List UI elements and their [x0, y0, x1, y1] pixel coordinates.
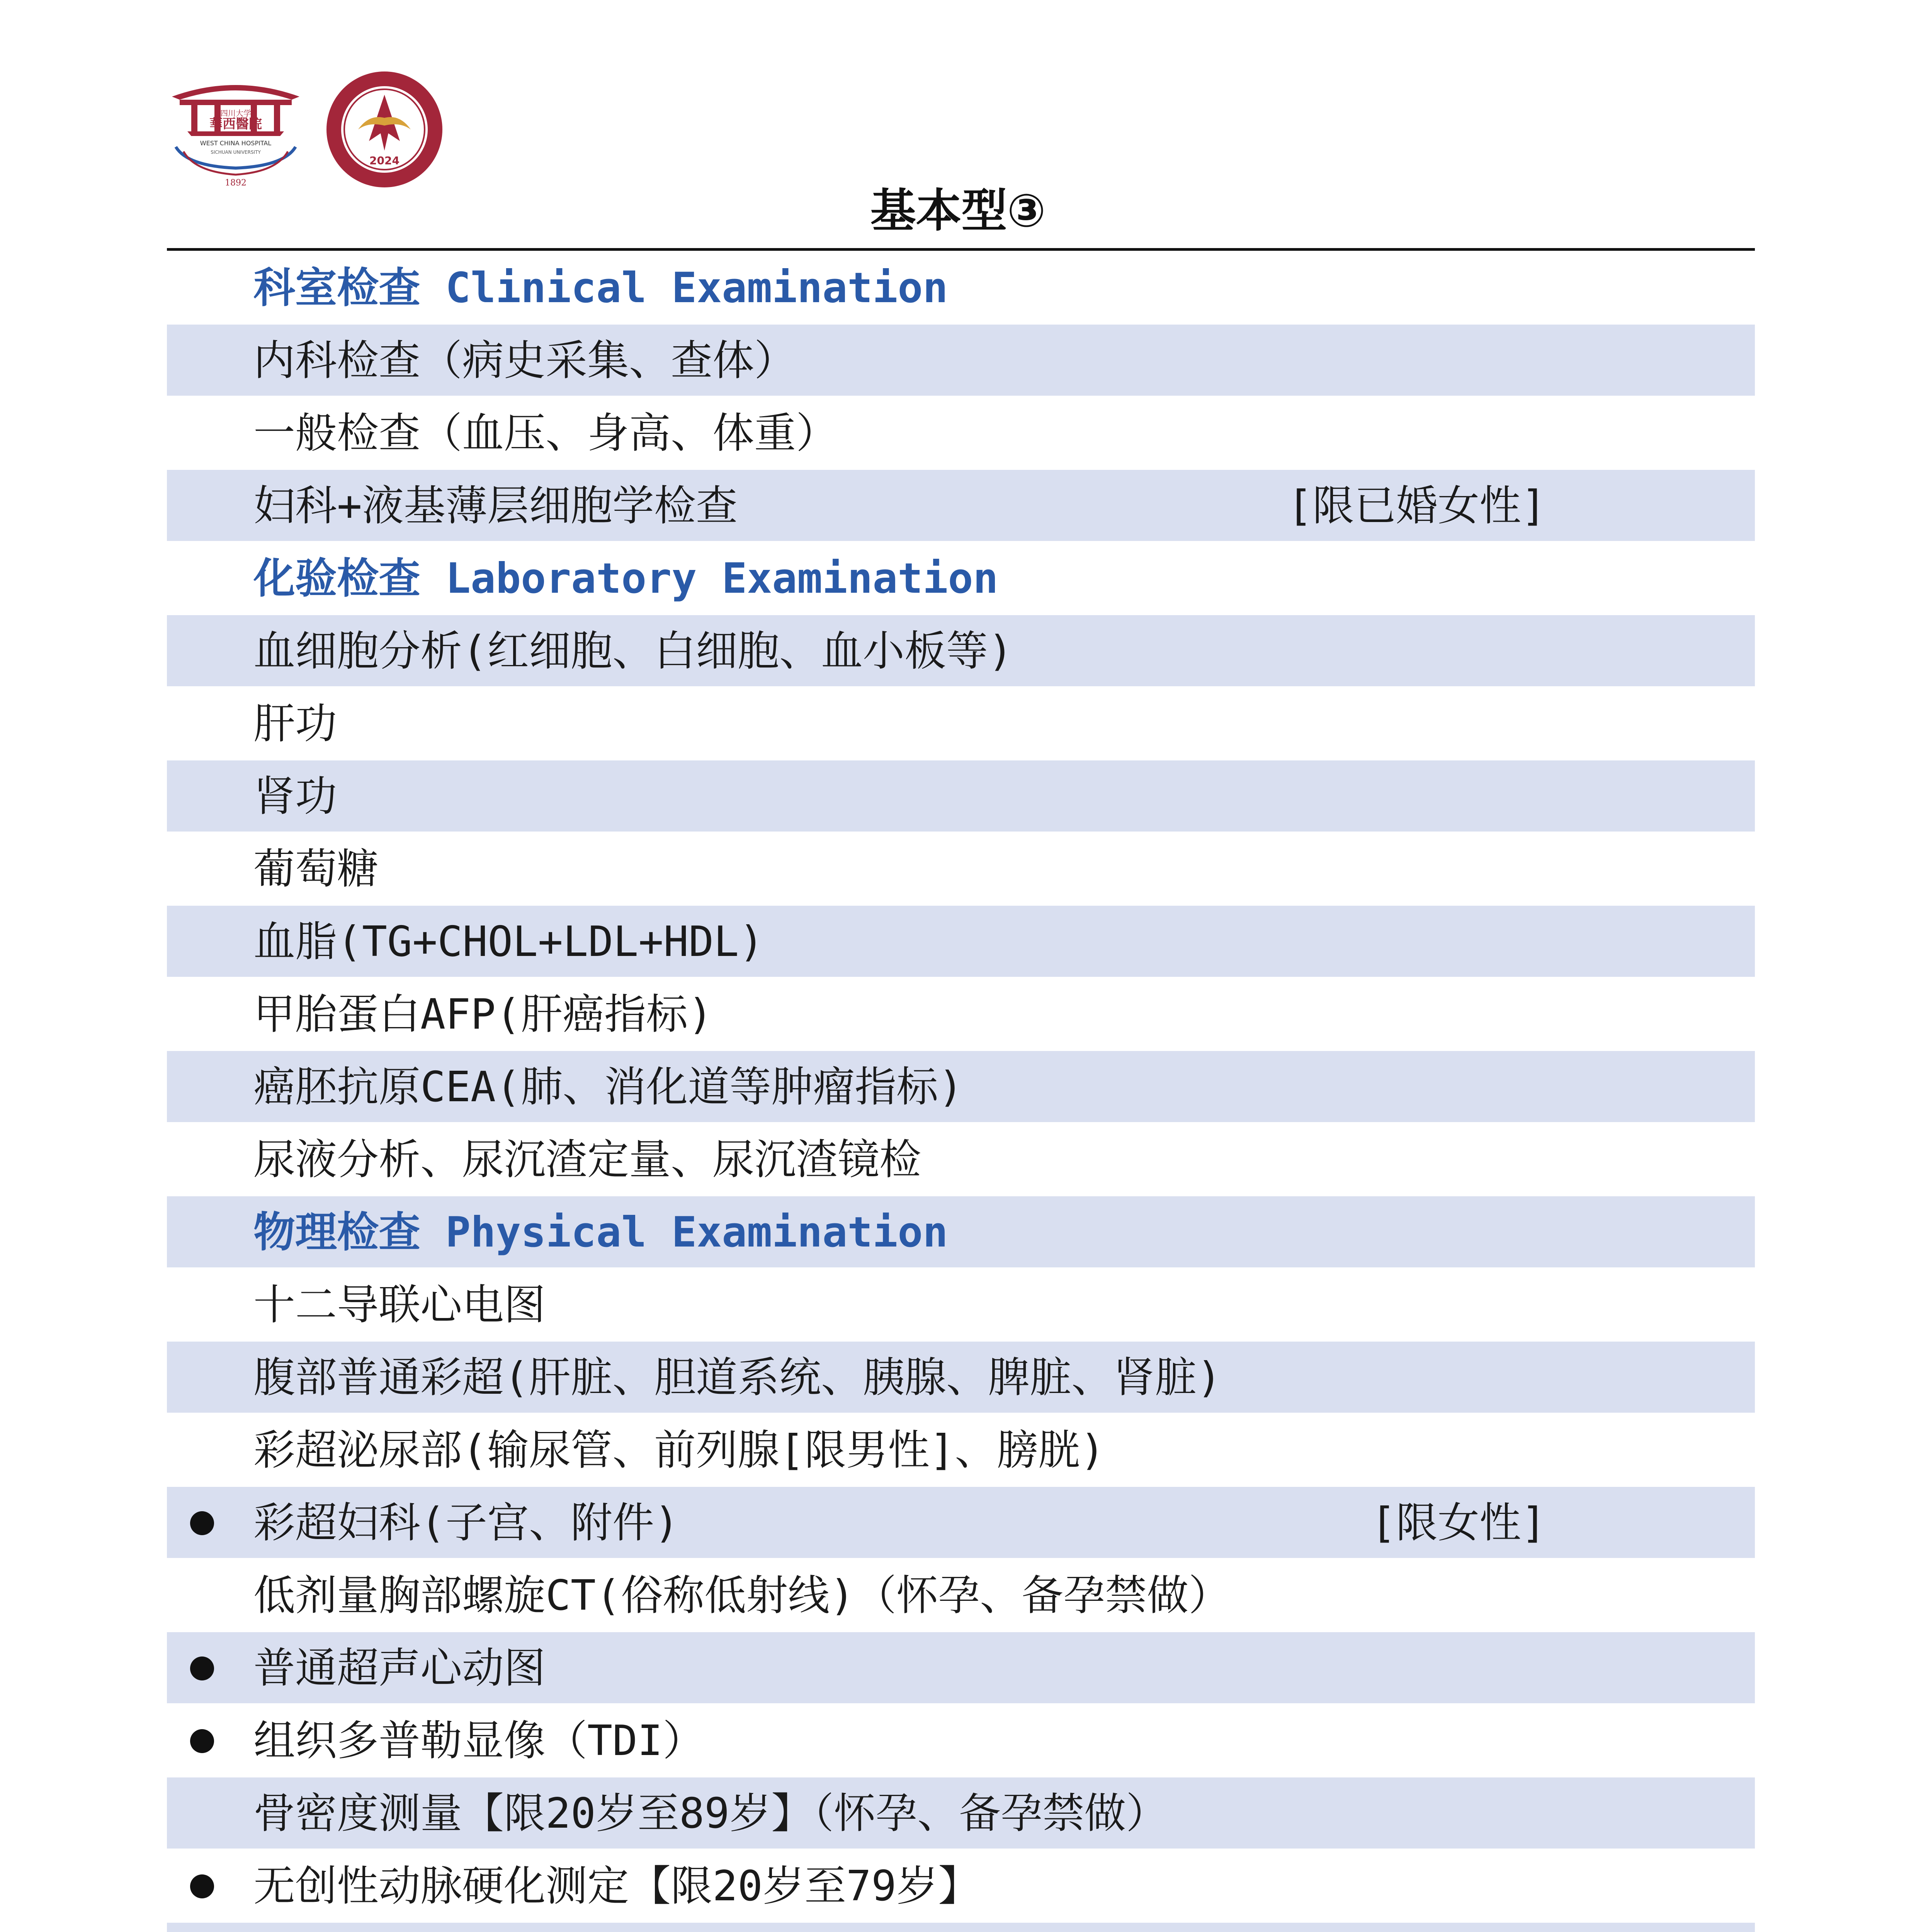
table-row [167, 1414, 1755, 1487]
bullet-icon [190, 1874, 214, 1898]
table-row [167, 1850, 1755, 1923]
item-label: 尿液分析、尿沉渣定量、尿沉渣镜检 [253, 1136, 921, 1184]
table-row [167, 1560, 1755, 1632]
logo2-year: 2024 [369, 154, 400, 167]
table-row [167, 615, 1755, 688]
item-label: 葡萄糖 [253, 845, 379, 893]
item-label: 腹部普通彩超(肝脏、胆道系统、胰腺、脾脏、肾脏) [253, 1354, 1222, 1402]
item-label: 肝功 [253, 700, 337, 748]
item-label: 血脂(TG+CHOL+LDL+HDL) [253, 918, 764, 966]
table-row [167, 1051, 1755, 1124]
table-row [167, 978, 1755, 1051]
sichuan-hospital-health-logo [323, 68, 446, 191]
table-row [167, 470, 1755, 543]
section-title: 化验检查 Laboratory Examination [253, 554, 998, 603]
page-title: 基本型③ [870, 184, 1046, 237]
section-header-row [167, 1196, 1755, 1269]
section-header-row [167, 543, 1755, 615]
header-logos [164, 70, 446, 189]
west-china-hospital-logo [164, 70, 307, 189]
item-label: 低剂量胸部螺旋CT(俗称低射线)（怀孕、备孕禁做） [253, 1571, 1231, 1620]
item-label: 血细胞分析(红细胞、白细胞、血小板等) [253, 627, 1013, 675]
table-row [167, 325, 1755, 397]
table-row [167, 1777, 1755, 1850]
item-restriction-note: [限女性] [1370, 1499, 1546, 1547]
item-label: 十二导联心电图 [253, 1281, 546, 1329]
exam-items-table [167, 252, 1755, 1932]
logo1-main-text: 華西醫院 [209, 116, 262, 132]
item-label: 甲胎蛋白AFP(肝癌指标) [253, 990, 713, 1039]
table-row [167, 1632, 1755, 1705]
section-title: 物理检查 Physical Examination [253, 1208, 948, 1257]
item-label: 肾功 [253, 772, 337, 821]
table-row [167, 1269, 1755, 1342]
bullet-icon [190, 1656, 214, 1680]
table-row [167, 1487, 1755, 1560]
table-row [167, 833, 1755, 906]
logo1-sub-text: SICHUAN UNIVERSITY [211, 150, 261, 155]
table-row [167, 1342, 1755, 1414]
table-row [167, 688, 1755, 760]
logo1-en-text: WEST CHINA HOSPITAL [200, 139, 272, 147]
item-label: 一般检查（血压、身高、体重） [253, 409, 838, 457]
bullet-icon [190, 1729, 214, 1753]
section-title: 科室检查 Clinical Examination [253, 264, 948, 312]
logo1-top-text: 四川大学 [220, 109, 251, 118]
item-restriction-note: [限已婚女性] [1287, 482, 1546, 530]
item-label: 组织多普勒显像（TDI） [253, 1717, 705, 1765]
table-row [167, 906, 1755, 978]
item-label: 妇科+液基薄层细胞学检查 [253, 482, 738, 530]
logo1-year: 1892 [225, 178, 247, 188]
item-label [253, 1923, 867, 1932]
table-row [167, 1124, 1755, 1196]
bullet-icon [190, 1511, 214, 1535]
table-row [167, 1923, 1755, 1932]
table-row [167, 397, 1755, 470]
section-header-row [167, 252, 1755, 325]
item-label: 彩超泌尿部(输尿管、前列腺[限男性]、膀胱) [253, 1426, 1105, 1475]
table-row [167, 1705, 1755, 1777]
item-label: 骨密度测量【限20岁至89岁】（怀孕、备孕禁做） [253, 1789, 1168, 1838]
item-label: 内科检查（病史采集、查体） [253, 337, 796, 385]
item-label: 癌胚抗原CEA(肺、消化道等肿瘤指标) [253, 1063, 964, 1111]
table-top-rule [167, 248, 1755, 251]
item-label: 无创性动脉硬化测定【限20岁至79岁】 [253, 1862, 980, 1910]
table-row [167, 760, 1755, 833]
item-label: 普通超声心动图 [253, 1644, 546, 1692]
item-label: 彩超妇科(子宫、附件) [253, 1499, 680, 1547]
